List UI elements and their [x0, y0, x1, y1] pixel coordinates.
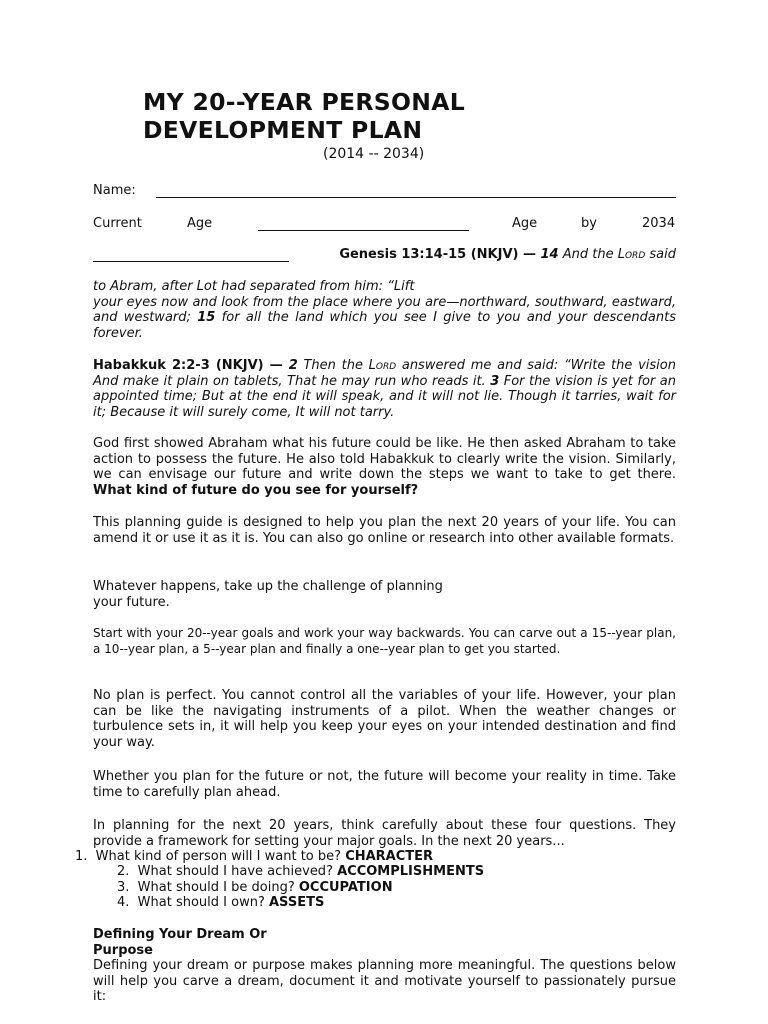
verse-14: 14 — [540, 247, 559, 262]
habakkuk-text: answered me and said: “Write the vision And make it plain on tablets, That he may run who reads it. — [93, 358, 676, 389]
paragraph-whether: Whether you plan for the future or not, the future will become your reality in time. Take time to carefully plan ahead. — [93, 769, 676, 800]
heading-line: Purpose — [93, 942, 153, 958]
lord: Lord — [617, 247, 646, 262]
paragraph-god — [93, 436, 676, 498]
question-answer: OCCUPATION — [298, 880, 393, 895]
question-3 — [117, 880, 393, 896]
title-line-1: MY 20--YEAR PERSONAL — [143, 88, 465, 116]
current-age-field[interactable] — [258, 230, 469, 231]
lord: Lord — [368, 358, 397, 373]
blank-line[interactable] — [93, 261, 289, 262]
genesis-line-2: to Abram, after Lot had separated from him: “Lift — [93, 279, 415, 294]
name-field[interactable] — [156, 197, 676, 198]
verse-15: 15 — [197, 310, 216, 325]
habakkuk-text: For the vision is yet for an appointed time; But at the end it will speak, and it will not lie. Though it tarries, wait for it; Because it will surely come, It will not tarry. — [93, 373, 676, 420]
by-label: by — [581, 216, 597, 231]
verse-2: 2 — [288, 358, 298, 373]
current-label: Current — [93, 216, 142, 231]
title-line-2: DEVELOPMENT PLAN — [143, 116, 423, 144]
genesis-verse — [93, 279, 676, 341]
genesis-ref: Genesis 13:14-15 (NKJV) — — [339, 247, 541, 262]
genesis-text: said — [645, 247, 676, 262]
habakkuk-ref: Habakkuk 2:2-3 (NKJV) — — [93, 358, 289, 373]
list-number: 2. — [117, 864, 130, 879]
paragraph-no-plan: No plan is perfect. You cannot control all the variables of your life. However, your plan can be like the navigating instruments of a pilot. When the weather changes or turbulence sets in, it will help you keep your eyes on your intended destination and find your way. — [93, 688, 676, 750]
paragraph-line: your future. — [93, 594, 170, 610]
habakkuk-text: Then the — [297, 358, 369, 373]
question-answer: ACCOMPLISHMENTS — [337, 864, 485, 879]
question-text: What should I have achieved? — [137, 864, 338, 879]
question-4 — [117, 895, 324, 911]
question-answer: CHARACTER — [345, 849, 434, 864]
list-number: 3. — [117, 880, 130, 895]
genesis-text: for all the land which you see I give to you and your descendants forever. — [93, 310, 676, 341]
paragraph-start: Start with your 20--year goals and work your way backwards. You can carve out a 15--year plan, a 10--year plan, a 5--year plan and finally a one--year plan to get you started. — [93, 626, 676, 656]
subtitle-years: (2014 -- 2034) — [323, 146, 425, 162]
question-answer: ASSETS — [269, 895, 325, 910]
habakkuk-verse — [93, 358, 676, 420]
list-number: 4. — [117, 895, 130, 910]
heading-line: Defining Your Dream Or — [93, 927, 267, 942]
defining-heading — [93, 927, 676, 958]
question-text: What kind of person will I want to be? — [95, 849, 346, 864]
genesis-header — [297, 247, 676, 262]
question-2 — [117, 864, 484, 880]
paragraph-guide: This planning guide is designed to help you plan the next 20 years of your life. You can amend it or use it as it is. You can also go online or research into other available formats. — [93, 515, 676, 546]
name-label: Name: — [93, 183, 136, 198]
question-1 — [75, 849, 433, 865]
paragraph-line: Whatever happens, take up the challenge of planning — [93, 579, 443, 594]
verse-3: 3 — [490, 373, 500, 389]
age-by-label: Age — [512, 216, 538, 231]
paragraph-whatever — [93, 579, 676, 610]
list-number: 1. — [75, 849, 88, 864]
paragraph-defining: Defining your dream or purpose makes planning more meaningful. The questions below will help you carve a dream, document it and motivate yourself to passionately pursue it: — [93, 958, 676, 1004]
question-text: What should I be doing? — [137, 880, 299, 895]
question-text: What should I own? — [137, 895, 269, 910]
paragraph-in-planning: In planning for the next 20 years, think carefully about these four questions. They provide a framework for setting your major goals. In the next 20 years... — [93, 818, 676, 849]
paragraph-text: God first showed Abraham what his future could be like. He then asked Abraham to take action to possess the future. He also told Habakkuk to clearly write the vision. Similarly, we can envisage our future and write down the steps we want to take to get there. — [93, 436, 676, 482]
genesis-text: And the — [558, 247, 618, 262]
target-year: 2034 — [642, 216, 676, 231]
paragraph-question: What kind of future do you see for yourself? — [93, 482, 419, 498]
genesis-text: your eyes now and look from the place where you are—northward, southward, eastward, and westward; — [93, 294, 676, 325]
age-label: Age — [187, 216, 213, 231]
